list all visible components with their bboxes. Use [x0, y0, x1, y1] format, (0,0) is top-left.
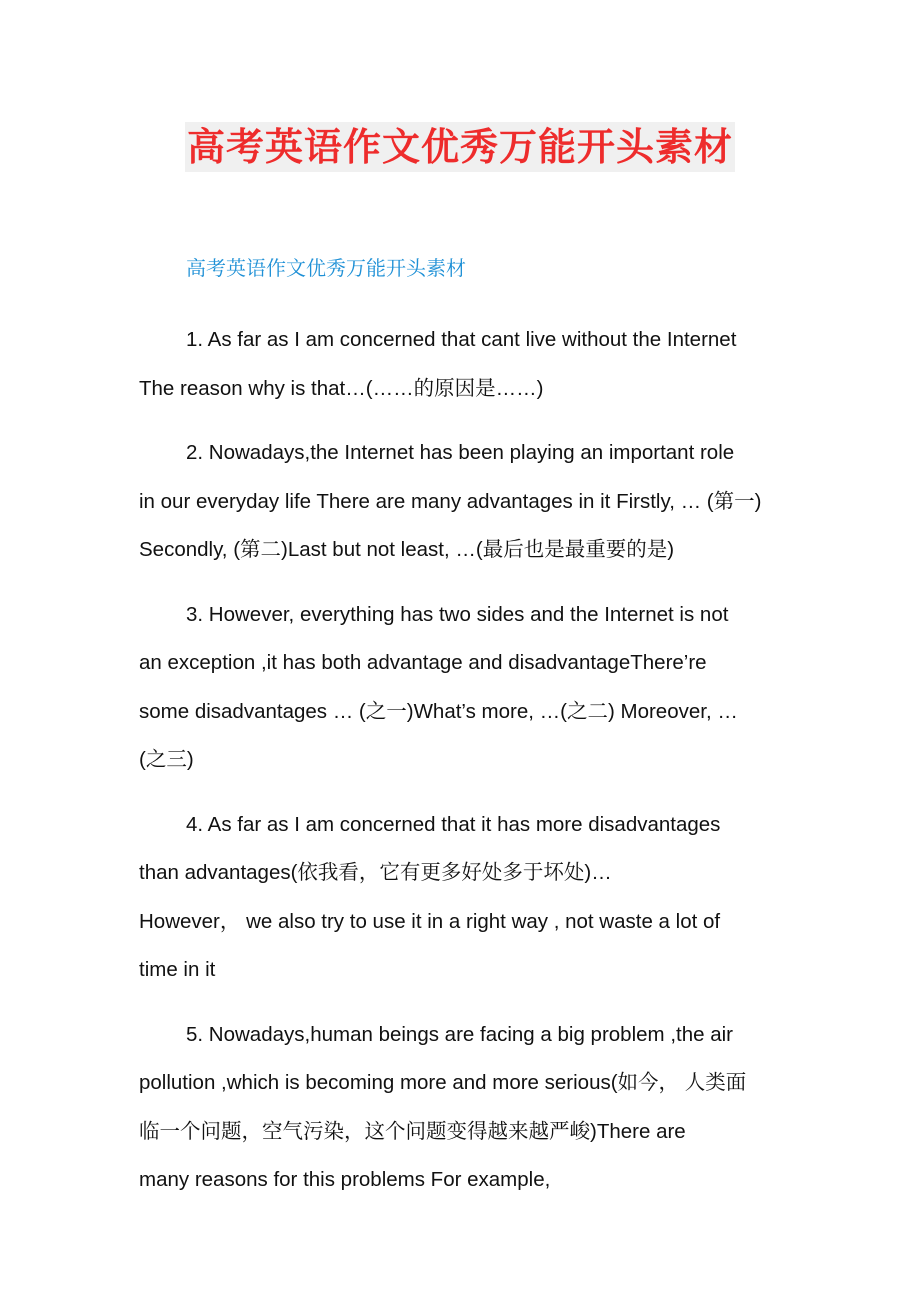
- paragraph-line: 5. Nowadays,human beings are facing a big problem ,the air: [186, 1022, 733, 1046]
- paragraph-line: pollution ,which is becoming more and more serious(如今， 人类面: [139, 1071, 747, 1094]
- paragraph-5: [139, 1011, 787, 1205]
- paragraph-line: some disadvantages … (之一)What’s more, …(之二) Moreover, …: [139, 699, 738, 723]
- paragraph-line: 2. Nowadays,the Internet has been playing an important role: [186, 441, 735, 464]
- paragraph-line: 1. As far as I am concerned that cant live without the Internet: [186, 328, 737, 351]
- paragraph-line: in our everyday life There are many advantages in it Firstly, … (第一): [139, 489, 762, 513]
- paragraph-1: [139, 316, 787, 413]
- paragraph-3: [139, 591, 787, 785]
- paragraph-line: many reasons for this problems For example,: [139, 1168, 551, 1191]
- paragraph-line: 临一个问题，空气污染，这个问题变得越来越严峻)There are: [139, 1119, 686, 1143]
- title-container: [0, 122, 920, 172]
- paragraph-line: an exception ,it has both advantage and disadvantageThere’re: [139, 651, 707, 674]
- document-body: [139, 316, 787, 1221]
- paragraph-line: 3. However, everything has two sides and the Internet is not: [186, 602, 729, 626]
- paragraph-line: The reason why is that…(……的原因是……): [139, 376, 544, 400]
- document-title: 高考英语作文优秀万能开头素材: [185, 122, 735, 172]
- document-subtitle: 高考英语作文优秀万能开头素材: [186, 256, 466, 280]
- paragraph-line: However， we also try to use it in a right way , not waste a lot of: [139, 909, 721, 933]
- paragraph-2: [139, 429, 787, 575]
- paragraph-line: 4. As far as I am concerned that it has more disadvantages: [186, 812, 721, 836]
- paragraph-line: than advantages(依我看，它有更多好处多于坏处)…: [139, 861, 612, 884]
- paragraph-line: (之三): [139, 748, 194, 771]
- paragraph-4: [139, 801, 787, 995]
- paragraph-line: time in it: [139, 958, 216, 981]
- paragraph-line: Secondly, (第二)Last but not least, …(最后也是最重要的是): [139, 538, 675, 561]
